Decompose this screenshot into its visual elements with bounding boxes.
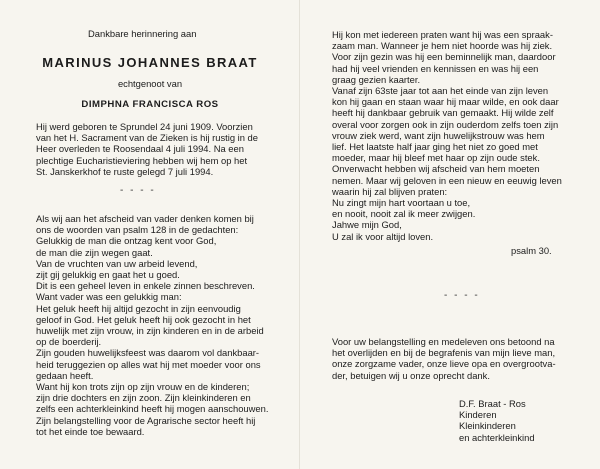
memorial-line: zelfs een achterkleinkind heeft hij mogen aanschouwen. — [36, 403, 269, 415]
memorial-line: Gelukkig de man die ontzag kent voor God, — [36, 235, 217, 247]
memorial-line: Want hij kon trots zijn op zijn vrouw en de kinderen; — [36, 381, 250, 393]
right-divider: - - - - — [444, 290, 480, 301]
signature-line: Kinderen — [459, 409, 497, 421]
text-line: had hij veel vrienden en kennissen en was hij een — [332, 62, 539, 74]
text-line: waarin hij zal blijven praten: — [332, 185, 448, 197]
text-line: Hij kon met iedereen praten want hij was een spraak- — [332, 29, 553, 40]
spouse-intro: echtgenoot van — [117, 78, 183, 89]
text-line: moeder, maar hij bleef met haar op zijn oude stek. — [332, 152, 540, 164]
right-page — [300, 0, 600, 469]
thanks-line: der, betuigen wij u onze oprecht dank. — [332, 369, 490, 381]
memorial-line: Zijn gouden huwelijksfeest was daarom vol dankbaar- — [36, 347, 260, 359]
text-line: kon hij gaan en staan waar hij maar wilde, en ook daar — [332, 96, 559, 108]
bio-line: Heer overleden te Roosendaal 4 juli 1994. Na een — [36, 143, 244, 155]
memorial-line: Zijn belangstelling voor de Agrarische sector heeft hij — [36, 414, 256, 426]
memorial-line: tot het einde toe bewaard. — [36, 425, 145, 437]
bio-line: Hij werd geboren te Sprundel 24 juni 1909. Voorzien — [36, 121, 253, 132]
text-line: Vanaf zijn 63ste jaar tot aan het einde van zijn leven — [332, 85, 549, 97]
thanks-line: onze zorgzame vader, onze lieve opa en overgrootva- — [332, 358, 556, 370]
life-description — [332, 29, 562, 197]
psalm-reference: psalm 30. — [511, 245, 552, 256]
memorial-line: Van de vruchten van uw arbeid levend, — [36, 257, 198, 269]
biography — [36, 121, 258, 177]
memorial-line: op de boerderij. — [36, 336, 102, 348]
text-line: Onverwacht hebben wij afscheid van hem moeten — [332, 163, 540, 175]
memorial-line: de man die zijn wegen gaat. — [36, 246, 153, 258]
text-line: vrouw ziek werd, want zijn huwelijkstrouw was hem — [332, 129, 545, 141]
memorial-line: ons de woorden van psalm 128 in de gedachten: — [36, 224, 239, 236]
deceased-name: MARINUS JOHANNES BRAAT — [42, 55, 258, 70]
signature-line: en achterkleinkind — [459, 431, 535, 443]
memorial-line: zijt gij gelukkig en gaat het u goed. — [36, 269, 180, 281]
thanks-line: het overlijden en bij de begrafenis van mijn lieve man, — [332, 347, 556, 359]
thanks-text — [332, 336, 556, 381]
text-line: Voor zijn gezin was hij een beminnelijk man, daardoor — [332, 51, 556, 63]
memorial-line: geloof in God. Het geluk heeft hij ook gezocht in het — [36, 313, 251, 325]
bio-line: St. Janskerkhof te ruste gelegd 7 juli 1994. — [36, 165, 214, 177]
signature-block — [459, 398, 535, 443]
text-line: heeft hij dankbaar gebruik van gemaakt. Hij wilde zelf — [332, 107, 554, 119]
memorial-line: gedaan heeft. — [36, 369, 94, 381]
memorial-line: heid teruggezien op alles wat hij met moeder voor ons — [36, 358, 261, 370]
psalm-line: Nu zingt mijn hart voortaan u toe, — [332, 197, 471, 208]
memorial-line: huwelijk met zijn vrouw, in zijn kinderen en in de arbeid — [36, 325, 264, 337]
dedication-header: Dankbare herinnering aan — [88, 28, 197, 39]
memorial-line: Het geluk heeft hij altijd gezocht in zijn eenvoudig — [36, 302, 241, 314]
bio-line: plechtige Eucharistieviering hebben wij hem op het — [36, 154, 248, 166]
psalm-line: Jahwe mijn God, — [332, 219, 402, 231]
text-line: graag gezien kaarter. — [332, 73, 421, 85]
psalm-line: U zal ik voor altijd loven. — [332, 230, 434, 242]
psalm-line: en nooit, nooit zal ik meer zwijgen. — [332, 208, 476, 220]
thanks-line: Voor uw belangstelling en medeleven ons betoond na — [332, 336, 555, 347]
bio-line: van het H. Sacrament van de Zieken is hij rustig in de — [36, 132, 258, 144]
memorial-line: Als wij aan het afscheid van vader denken komen bij — [36, 213, 254, 224]
text-line: nemen. Maar wij geloven in een nieuw en eeuwig leven — [332, 174, 562, 186]
text-line: lief. Het laatste half jaar ging het niet zo goed met — [332, 141, 538, 153]
signature-line: Kleinkinderen — [459, 420, 516, 432]
memorial-line: Dit is een geheel leven in enkele zinnen beschreven. — [36, 280, 255, 292]
memorial-line: zijn drie dochters en zijn zoon. Zijn kleinkinderen en — [36, 392, 251, 404]
text-line: zaam man. Wanneer je hem niet hoorde was hij ziek. — [332, 40, 553, 52]
signature-line: D.F. Braat - Ros — [459, 398, 526, 409]
memorial-text — [36, 213, 268, 437]
text-line: overal voor zorgen ook in zijn ouderdom zelfs toen zijn — [332, 118, 559, 130]
memorial-line: Want vader was een gelukkig man: — [36, 291, 182, 303]
left-divider: - - - - — [120, 185, 156, 196]
spouse-name: DIMPHNA FRANCISCA ROS — [81, 99, 219, 110]
psalm-quote — [332, 197, 475, 242]
